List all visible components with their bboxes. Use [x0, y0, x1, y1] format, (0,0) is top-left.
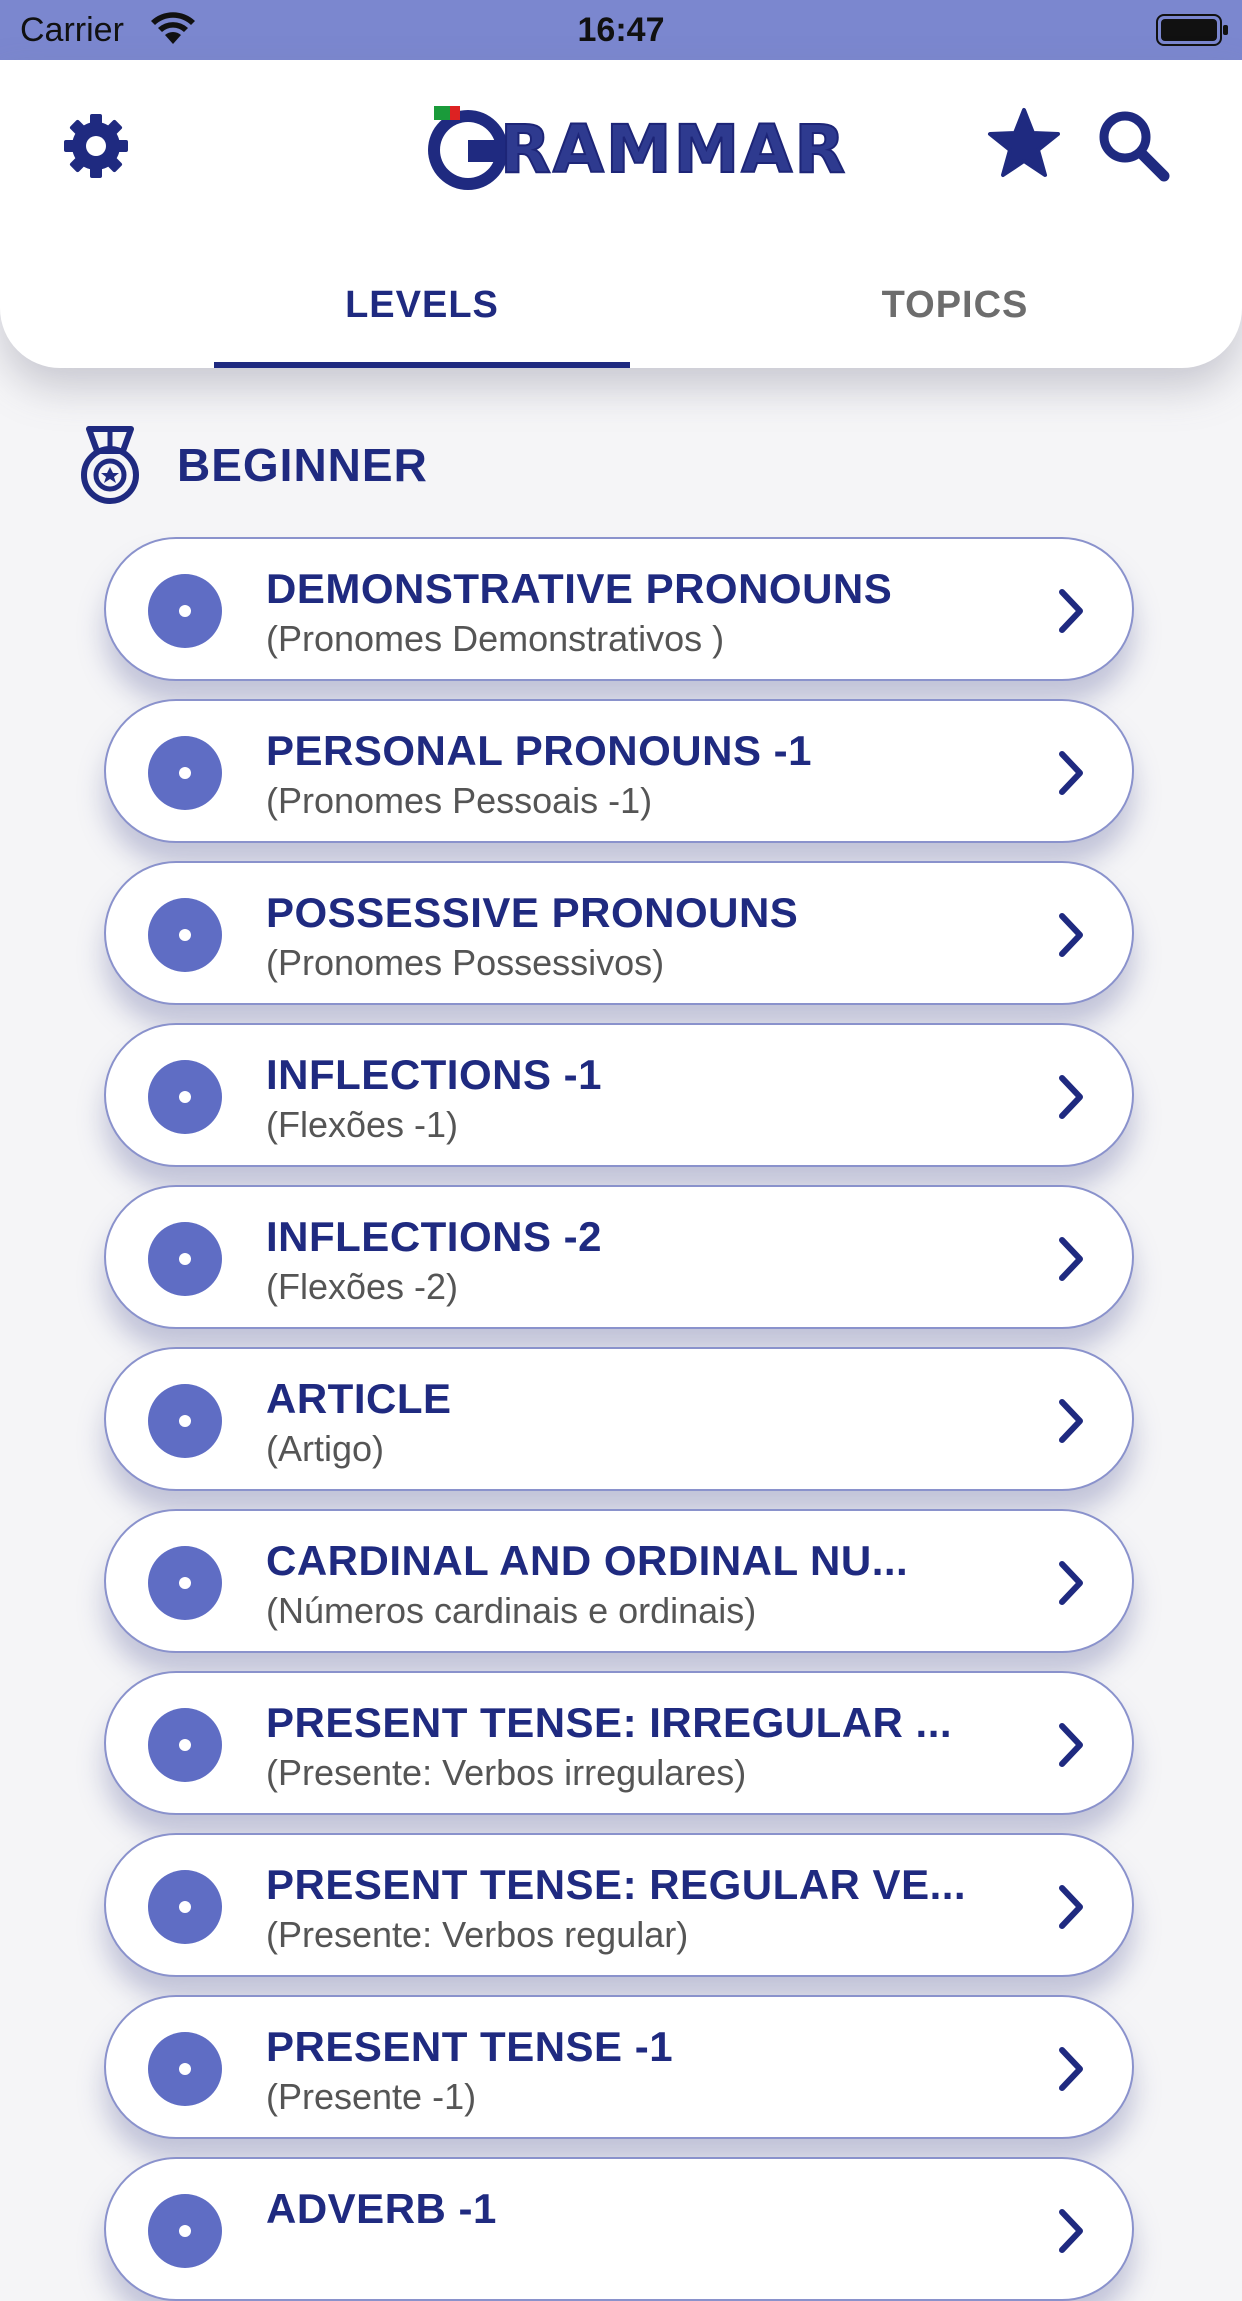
list-item[interactable]	[104, 1995, 1134, 2139]
logo-text: RAMMAR	[500, 111, 848, 188]
radio-dot-icon	[148, 1870, 222, 1944]
lesson-subtitle: (Flexões -2)	[266, 1266, 459, 1307]
list-item[interactable]	[104, 861, 1134, 1005]
lesson-subtitle: (Artigo)	[266, 1428, 385, 1469]
chevron-right-icon	[1056, 2045, 1086, 2093]
app-logo	[420, 100, 848, 200]
chevron-right-icon	[1056, 749, 1086, 797]
list-item[interactable]	[104, 537, 1134, 681]
lesson-subtitle: (Presente: Verbos irregulares)	[266, 1752, 747, 1793]
lesson-title: CARDINAL AND ORDINAL NU...	[266, 1537, 909, 1584]
chevron-right-icon	[1056, 1559, 1086, 1607]
radio-dot-icon	[148, 1384, 222, 1458]
radio-dot-icon	[148, 736, 222, 810]
chevron-right-icon	[1056, 587, 1086, 635]
lesson-subtitle: (Presente: Verbos regular)	[266, 1914, 689, 1955]
battery-icon	[1156, 14, 1230, 46]
lesson-title: PERSONAL PRONOUNS -1	[266, 727, 812, 774]
lesson-subtitle: (Pronomes Possessivos)	[266, 942, 665, 983]
radio-dot-icon	[148, 2194, 222, 2268]
list-item[interactable]	[104, 1347, 1134, 1491]
lesson-title: ARTICLE	[266, 1375, 452, 1422]
lesson-title: DEMONSTRATIVE PRONOUNS	[266, 565, 893, 612]
list-item[interactable]	[104, 1671, 1134, 1815]
chevron-right-icon	[1056, 911, 1086, 959]
list-item[interactable]	[104, 2157, 1134, 2301]
radio-dot-icon	[148, 898, 222, 972]
lesson-subtitle: (Pronomes Demonstrativos )	[266, 618, 725, 659]
radio-dot-icon	[148, 1222, 222, 1296]
lesson-subtitle: (Números cardinais e ordinais)	[266, 1590, 757, 1631]
chevron-right-icon	[1056, 1397, 1086, 1445]
status-bar	[0, 0, 1242, 60]
radio-dot-icon	[148, 574, 222, 648]
search-icon[interactable]	[1096, 108, 1170, 182]
app-header	[0, 60, 1242, 368]
lesson-title: INFLECTIONS -1	[266, 1051, 603, 1098]
list-item[interactable]	[104, 1509, 1134, 1653]
chevron-right-icon	[1056, 2207, 1086, 2255]
lesson-subtitle: (Pronomes Pessoais -1)	[266, 780, 653, 821]
list-item[interactable]	[104, 1833, 1134, 1977]
section-title: BEGINNER	[177, 439, 428, 491]
lesson-title: PRESENT TENSE: IRREGULAR ...	[266, 1699, 953, 1746]
radio-dot-icon	[148, 1546, 222, 1620]
list-item[interactable]	[104, 1023, 1134, 1167]
medal-icon	[75, 425, 145, 505]
carrier-label: Carrier	[20, 11, 124, 49]
gear-icon[interactable]	[60, 110, 132, 182]
active-tab-indicator	[214, 362, 630, 368]
chevron-right-icon	[1056, 1073, 1086, 1121]
chevron-right-icon	[1056, 1721, 1086, 1769]
lesson-title: POSSESSIVE PRONOUNS	[266, 889, 799, 936]
tab-topics[interactable]: TOPICS	[881, 284, 1029, 326]
clock: 16:47	[577, 11, 665, 49]
list-item[interactable]	[104, 1185, 1134, 1329]
list-item[interactable]	[104, 699, 1134, 843]
radio-dot-icon	[148, 1708, 222, 1782]
chevron-right-icon	[1056, 1883, 1086, 1931]
lesson-subtitle: (Presente -1)	[266, 2076, 477, 2117]
lesson-title: INFLECTIONS -2	[266, 1213, 603, 1260]
lesson-subtitle: (Flexões -1)	[266, 1104, 459, 1145]
lesson-title: PRESENT TENSE -1	[266, 2023, 674, 2070]
tab-levels[interactable]: LEVELS	[345, 284, 499, 326]
lesson-title: PRESENT TENSE: REGULAR VE...	[266, 1861, 966, 1908]
star-icon[interactable]	[986, 106, 1062, 182]
radio-dot-icon	[148, 2032, 222, 2106]
lesson-title: ADVERB -1	[266, 2185, 497, 2232]
radio-dot-icon	[148, 1060, 222, 1134]
chevron-right-icon	[1056, 1235, 1086, 1283]
